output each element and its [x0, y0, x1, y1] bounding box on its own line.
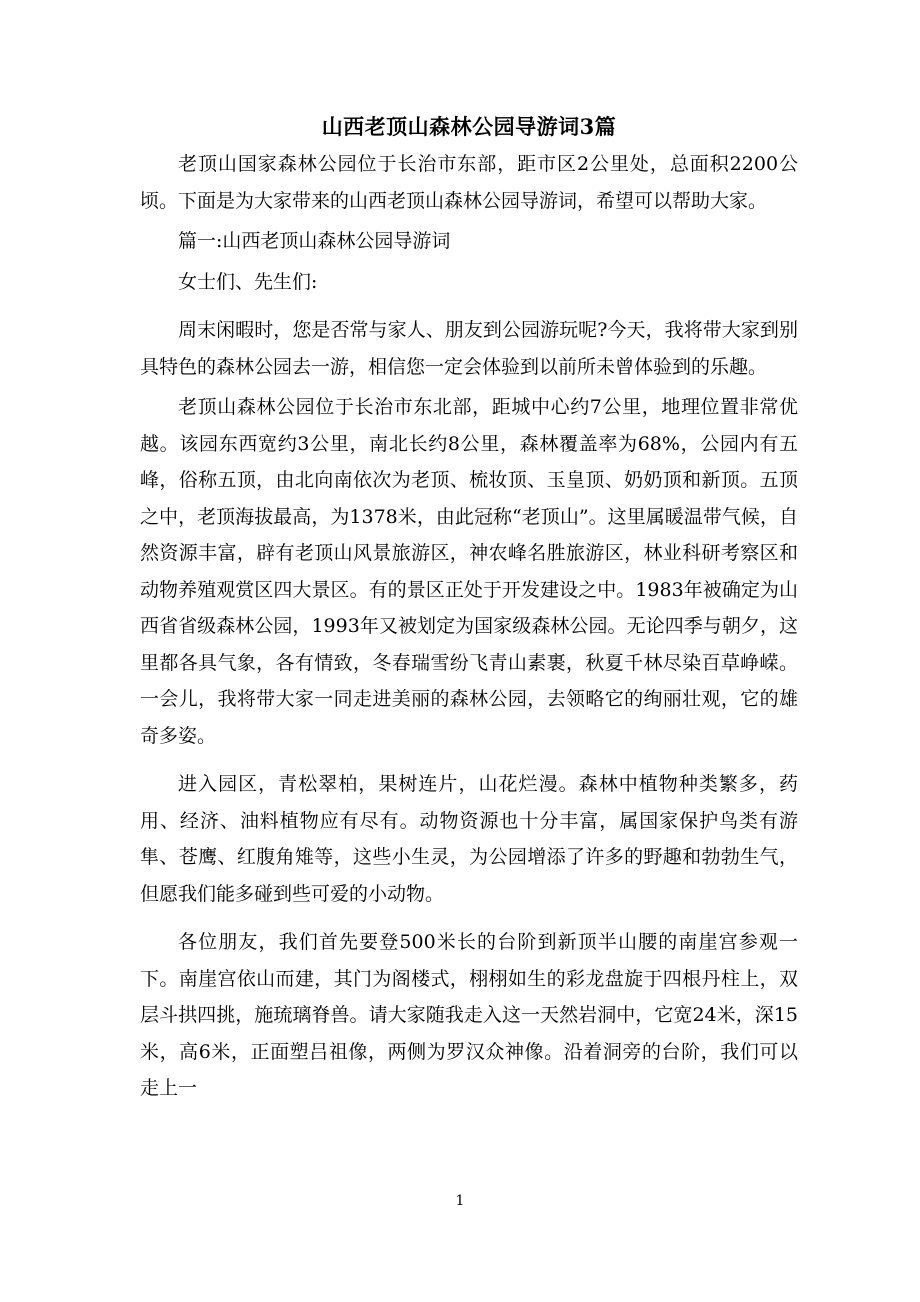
body-paragraph-location: 老顶山森林公园位于长治市东北部，距城中心约7公里，地理位置非常优越。该园东西宽约3公里，南北长约8公里，森林覆盖率为68%，公园内有五峰，俗称五顶，由北向南依次为老顶、梳妆顶、玉皇顶、奶奶顶和新顶。五顶之中，老顶海拔最高，为1378米，由此冠称“老顶山”。这里属暖温带气候，自然资源丰富，辟有老顶山风景旅游区，神农峰名胜旅游区，林业科研考察区和动物养殖观赏区四大景区。有的景区正处于开发建设之中。1983年被确定为山西省省级森林公园，1993年又被划定为国家级森林公园。无论四季与朝夕，这里都各具气象，各有情致，冬春瑞雪纷飞青山素裹，秋夏千林尽染百草峥嵘。一会儿，我将带大家一同走进美丽的森林公园，去领略它的绚丽壮观，它的雄奇多姿。: [140, 396, 798, 747]
intro-paragraph: 老顶山国家森林公园位于长治市东部，距市区2公里处，总面积2200公顷。下面是为大家带来的山西老顶山森林公园导游词，希望可以帮助大家。: [140, 153, 798, 212]
body-paragraph-weekend: 周末闲暇时，您是否常与家人、朋友到公园游玩呢?今天，我将带大家到别具特色的森林公园去一游，相信您一定会体验到以前所未曾体验到的乐趣。: [140, 319, 798, 378]
greeting-paragraph: 女士们、先生们:: [178, 270, 318, 293]
page-number: 1: [455, 1193, 465, 1209]
body-paragraph-flora-fauna: 进入园区，青松翠柏，果树连片，山花烂漫。森林中植物种类繁多，药用、经济、油料植物应有尽有。动物资源也十分丰富，属国家保护鸟类有游隼、苍鹰、红腹角雉等，这些小生灵，为公园增添了许多的野趣和勃勃生气，但愿我们能多碰到些可爱的小动物。: [140, 773, 798, 905]
body-paragraph-nanya-palace: 各位朋友，我们首先要登500米长的台阶到新顶半山腰的南崖宫参观一下。南崖宫依山而建，其门为阁楼式，栩栩如生的彩龙盘旋于四根丹柱上，双层斗拱四挑，施琉璃脊兽。请大家随我走入这一天然岩洞中，它宽24米，深15米，高6米，正面塑吕祖像，两侧为罗汉众神像。沿着洞旁的台阶，我们可以走上一: [140, 931, 798, 1099]
section-heading: 篇一:山西老顶山森林公园导游词: [178, 230, 451, 252]
document-title: 山西老顶山森林公园导游词3篇: [321, 114, 617, 139]
